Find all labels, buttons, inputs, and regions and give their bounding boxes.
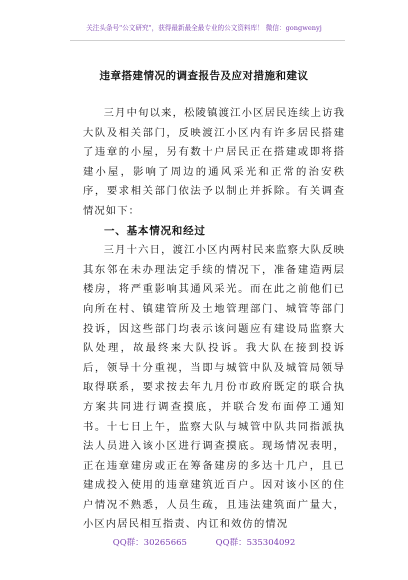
- header-divider: [70, 40, 345, 41]
- header-banner: 关注头条号"公文研究"，获得最新最全最专业的公文资料库！ 微信：gongwenyj: [86, 24, 322, 32]
- section-heading: 一、基本情况和经过: [104, 224, 206, 237]
- intro-paragraph: 三月中旬以来，松陵镇渡江小区居民连续上访我大队及相关部门，反映渡江小区内有许多居民搭建了违章的小屋，另有数十户居民正在搭建或即将搭建小屋，影响了周边的通风采光和正常的治安秩序，要求相关部门依法予以制止并拆除。有关调查情况如下：: [83, 107, 345, 217]
- document-body: [83, 104, 345, 535]
- footer: [0, 536, 408, 548]
- footer-qq-group-2: QQ群：535304092: [215, 538, 296, 548]
- footer-qq-group-1: QQ群：30265665: [112, 538, 187, 548]
- section-paragraph: 三月十六日，渡江小区内两村民来监察大队反映其东邻在未办理法定手续的情况下，准备建造两层楼房，将严重影响其通风采光。而在此之前他们已向所在村、镇建管所及土地管理部门、城管等部门投诉，因这些部门均表示该问题应有建设局监察大队处理，故最终来大队投诉。我大队在接到投诉后，领导十分重视，当即与城管中队及城管局领导取得联系，要求按去年九月份市政府既定的联合执方案共同进行调查摸底，并联合发布面停工通知书。十七日上午，监察大队与城管中队共同指派执法人员进入该小区进行调查摸底。现场情况表明，正在违章建房或正在筹备建房的多达十几户，且已建成投入使用的违章建筑近百户。因对该小区的住户情况不熟悉，人员生疏，且违法建筑面广量大，小区内居民相互指责、内讧和效仿的情况: [83, 244, 345, 531]
- document-title: 违章搭建情况的调查报告及应对措施和建议: [99, 70, 309, 82]
